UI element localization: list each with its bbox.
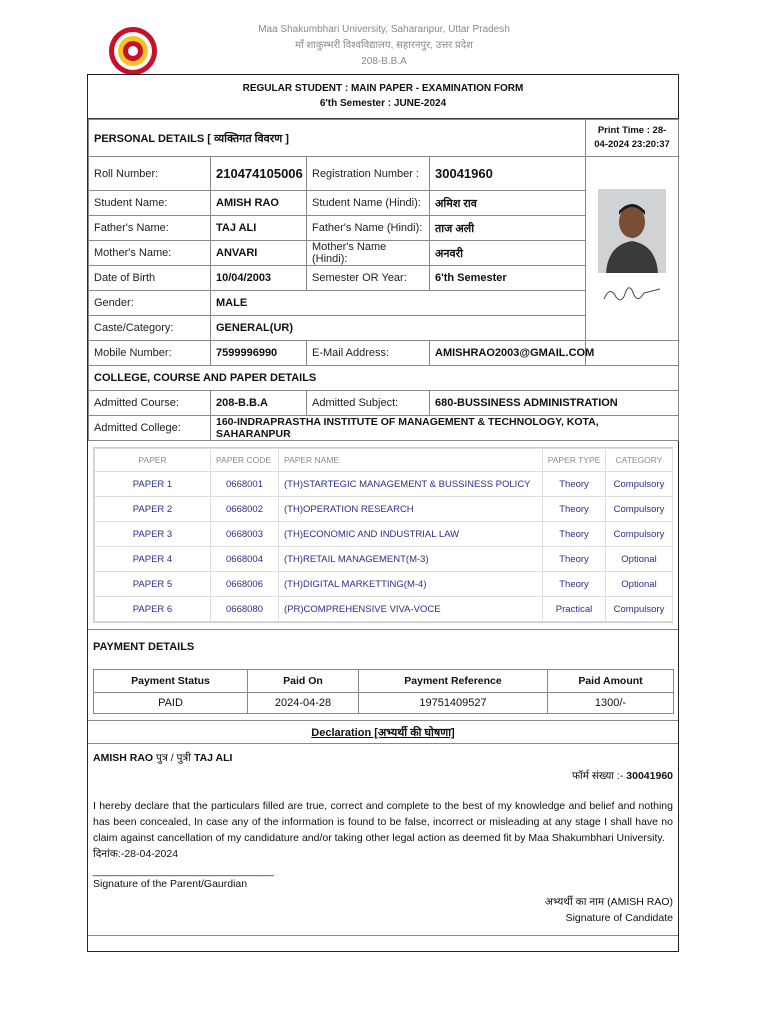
examination-form [87, 74, 679, 952]
paper-category: Compulsory [606, 522, 673, 547]
paper-type: Theory [543, 522, 606, 547]
papers-table [94, 448, 673, 622]
payment-amount: 1300/- [548, 693, 674, 714]
paper-category: Optional [606, 572, 673, 597]
declaration-date: दिनांक:-28-04-2024 [93, 848, 179, 860]
paper-type: Theory [543, 497, 606, 522]
payment-header-amount: Paid Amount [548, 670, 674, 693]
candidate-signature-label: Signature of Candidate [565, 912, 673, 924]
roll-value: 210474105006 [211, 157, 307, 191]
mother-hi-value: अनवरी [430, 241, 586, 266]
paper-category: Compulsory [606, 472, 673, 497]
mother-hi-label: Mother's Name (Hindi): [307, 241, 430, 266]
paper-label: PAPER 4 [95, 547, 211, 572]
gender-label: Gender: [89, 291, 211, 316]
reg-value: 30041960 [430, 157, 586, 191]
mobile-label: Mobile Number: [89, 341, 211, 366]
paper-name: (TH)STARTEGIC MANAGEMENT & BUSSINESS POLICY [279, 472, 543, 497]
papers-header-name: PAPER NAME [279, 449, 543, 472]
paper-code: 0668002 [211, 497, 279, 522]
paper-name: (TH)RETAIL MANAGEMENT(M-3) [279, 547, 543, 572]
paper-label: PAPER 3 [95, 522, 211, 547]
declaration-title: Declaration [अभ्यर्थी की घोषणा] [88, 720, 678, 744]
payment-heading: PAYMENT DETAILS [88, 629, 678, 663]
paper-type: Theory [543, 472, 606, 497]
course-code: 208-B.B.A [361, 56, 407, 67]
papers-box [93, 447, 673, 623]
payment-table [93, 669, 674, 714]
student-photo [598, 189, 666, 273]
declaration-name-line [93, 750, 673, 766]
paper-label: PAPER 5 [95, 572, 211, 597]
form-footer-rule [88, 935, 678, 951]
college-value: 160-INDRAPRASTHA INSTITUTE OF MANAGEMENT & TECHNOLOGY, KOTA, SAHARANPUR [211, 416, 679, 441]
father-hi-value: ताज अली [430, 216, 586, 241]
father-label: Father's Name: [89, 216, 211, 241]
declaration-body [88, 744, 678, 926]
table-row [95, 547, 673, 572]
parent-signature-label: Signature of the Parent/Gaurdian [93, 878, 248, 890]
parent-signature-line: _______________________________ [93, 865, 275, 877]
subject-value: 680-BUSSINESS ADMINISTRATION [430, 391, 679, 416]
paper-type: Theory [543, 572, 606, 597]
payment-header-reference: Payment Reference [359, 670, 548, 693]
semester-label: Semester OR Year: [307, 266, 430, 291]
paper-name: (TH)ECONOMIC AND INDUSTRIAL LAW [279, 522, 543, 547]
paper-category: Optional [606, 547, 673, 572]
papers-header-category: CATEGORY [606, 449, 673, 472]
declaration-candidate-name: AMISH RAO [93, 752, 154, 764]
university-name-hi: माँ शाकुम्भरी विश्वविद्यालय, सहारनपुर, उत्तर प्रदेश [295, 40, 473, 51]
reg-label: Registration Number : [307, 157, 430, 191]
form-title: REGULAR STUDENT : MAIN PAPER - EXAMINATION FORM [242, 83, 524, 94]
mother-label: Mother's Name: [89, 241, 211, 266]
payment-header-status: Payment Status [94, 670, 248, 693]
subject-label: Admitted Subject: [307, 391, 430, 416]
course-label: Admitted Course: [89, 391, 211, 416]
paper-code: 0668004 [211, 547, 279, 572]
table-row [95, 597, 673, 622]
student-name-hi-label: Student Name (Hindi): [307, 191, 430, 216]
student-signature [598, 279, 666, 309]
table-row [95, 522, 673, 547]
paper-type: Practical [543, 597, 606, 622]
semester-value: 6'th Semester [430, 266, 586, 291]
table-row [95, 472, 673, 497]
form-number-label: फॉर्म संख्या :- [571, 770, 624, 782]
table-row [94, 693, 674, 714]
gender-value: MALE [211, 291, 586, 316]
university-name-en: Maa Shakumbhari University, Saharanpur, Uttar Pradesh [258, 24, 510, 35]
declaration-father-name: TAJ ALI [193, 752, 233, 764]
payment-status: PAID [94, 693, 248, 714]
empty-cell [586, 341, 679, 366]
student-name-value: AMISH RAO [211, 191, 307, 216]
payment-date: 2024-04-28 [248, 693, 359, 714]
paper-code: 0668080 [211, 597, 279, 622]
paper-category: Compulsory [606, 597, 673, 622]
print-time: Print Time : 28-04-2024 23:20:37 [586, 120, 679, 157]
paper-label: PAPER 6 [95, 597, 211, 622]
student-name-hi-value: अमिश राव [430, 191, 586, 216]
form-title-block [88, 75, 678, 119]
candidate-name-hi: अभ्यर्थी का नाम (AMISH RAO) [544, 896, 673, 908]
paper-name: (TH)OPERATION RESEARCH [279, 497, 543, 522]
paper-name: (PR)COMPREHENSIVE VIVA-VOCE [279, 597, 543, 622]
dob-label: Date of Birth [89, 266, 211, 291]
caste-label: Caste/Category: [89, 316, 211, 341]
paper-code: 0668006 [211, 572, 279, 597]
payment-header-row [94, 670, 674, 693]
declaration-relation: पुत्र / पुत्री [156, 752, 192, 764]
university-header [0, 22, 768, 70]
student-name-label: Student Name: [89, 191, 211, 216]
form-number-line [93, 768, 673, 784]
papers-header-paper: PAPER [95, 449, 211, 472]
email-label: E-Mail Address: [307, 341, 430, 366]
dob-value: 10/04/2003 [211, 266, 307, 291]
mobile-value: 7599996990 [211, 341, 307, 366]
paper-type: Theory [543, 547, 606, 572]
father-hi-label: Father's Name (Hindi): [307, 216, 430, 241]
table-row [95, 572, 673, 597]
personal-details-heading: PERSONAL DETAILS [ व्यक्तिगत विवरण ] [89, 120, 586, 157]
paper-category: Compulsory [606, 497, 673, 522]
paper-code: 0668001 [211, 472, 279, 497]
course-value: 208-B.B.A [211, 391, 307, 416]
form-number-value: 30041960 [626, 770, 673, 782]
table-row [95, 497, 673, 522]
form-semester: 6'th Semester : JUNE-2024 [319, 98, 447, 109]
paper-code: 0668003 [211, 522, 279, 547]
papers-header-type: PAPER TYPE [543, 449, 606, 472]
personal-details-table [88, 119, 679, 441]
paper-label: PAPER 1 [95, 472, 211, 497]
papers-header-code: PAPER CODE [211, 449, 279, 472]
email-value: AMISHRAO2003@GMAIL.COM [430, 341, 586, 366]
college-heading: COLLEGE, COURSE AND PAPER DETAILS [89, 366, 679, 391]
declaration-text: I hereby declare that the particulars filled are true, correct and complete to the best of my knowledge and belief and nothing has been concealed, In case any of the information is found to be false, incorrect or misleading at any stage I shall have no claim against cancellation of my candidature and/or taking other legal action as deemed fit by Maa Shakumbhari University. [93, 800, 673, 844]
college-label: Admitted College: [89, 416, 211, 441]
payment-reference: 19751409527 [359, 693, 548, 714]
mother-value: ANVARI [211, 241, 307, 266]
father-value: TAJ ALI [211, 216, 307, 241]
photo-cell [586, 157, 679, 341]
paper-label: PAPER 2 [95, 497, 211, 522]
paper-name: (TH)DIGITAL MARKETTING(M-4) [279, 572, 543, 597]
caste-value: GENERAL(UR) [211, 316, 586, 341]
payment-header-paid-on: Paid On [248, 670, 359, 693]
roll-label: Roll Number: [89, 157, 211, 191]
papers-header-row [95, 449, 673, 472]
